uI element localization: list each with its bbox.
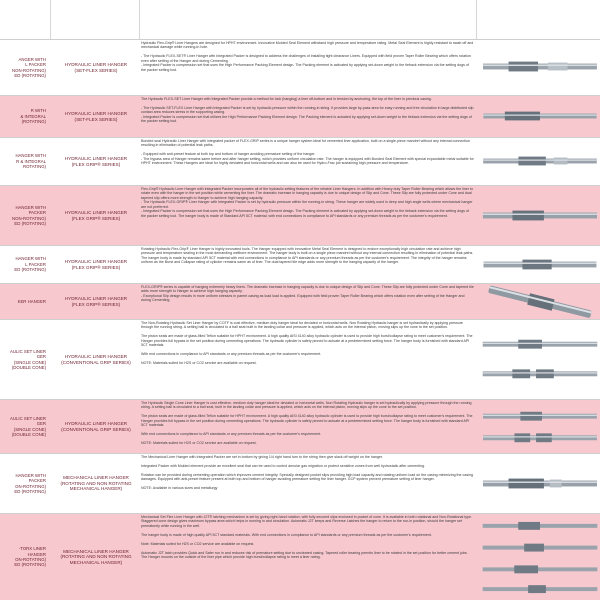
table-row [0,453,600,513]
product-type: HYDRAULIC LINER HANGER (FLEX GRIP® SERIES) [64,295,128,307]
liner-hanger-tool-icon [478,138,600,185]
product-name: HANGER WITH PACKER ON-ROTATING) ED (ROTATING) [14,472,46,494]
product-name: KER HANGER [17,298,46,304]
liner-hanger-tool-icon [478,284,600,319]
liner-hanger-tool-icon [478,454,600,513]
liner-hanger-tool-icon [478,40,600,95]
product-type: HYDRAULIC LINER HANGER (SET-FLEX SERIES) [64,110,128,122]
product-description: Bonded seal Hydraulic Liner Hanger with integrated packer of FLEX-GRIP series is a unique hanger system ideal for cemented liner application, built on a single-piece mandrel without any internal connection resulting in elimination of potential leak paths. - Equipped with anti-preset feature at both top and bottom of hanger avoiding premature setting of the hanger. - The bypass area of Hanger remains same before and after hanger setting, which provides uniform circulation rate. The hanger is equipped with Bonded Seal Element with special expandable metal suitable for HPHT environment. These Hangers are ideal for highly deviated and horizontal wells and can also be used for Hydro-Frac job sustaining high pressure and temperature. [141,139,474,166]
product-type: HYDRAULIC LINER HANGER (FLEX GRIP® SERIES) [64,258,128,270]
product-type: HYDRAULIC LINER HANGER (CONVENTIONAL GRIP SERIES) [61,353,131,365]
product-image [478,96,600,137]
liner-hanger-tool-icon [478,320,600,399]
table-row [0,39,600,95]
product-name: HANGER WITH R & INTEGRAL ROTATING) [15,153,46,170]
product-image [478,514,600,600]
table-row [0,283,600,319]
product-type: HYDRAULIC LINER HANGER (FLEX GRIP® SERIES) [64,155,128,167]
table-row [0,137,600,185]
product-description: The Mechanical Liner Hanger with Integrated Packer are set in bottom by giving 1/4 right hand turn to the string then give slack off weight on the hanger. Integrated Packer with Molded element provide an excellent seal that can be used to control annular gas migration or protect sensitive zones from well hydrostatic after cementing. Rotation can be provided during cementing operation which improves cement integrity. Specially designed pocket slips providing high load capacity and rotating uniform load on the casing minimizing the casing damages. Equipped with anti-preset feature present at both top and bottom of hanger avoiding premature setting the liner hanger. GCP system prevent premature setting of liner hanger. NOTE: Available in various sizes and metallurgy [141,455,473,491]
product-name: HANGER WITH PACKER NON-ROTATING) ED (ROTATING) [12,204,46,226]
product-name: ANGER WITH L PACKER NON-ROTATING) ED (ROTATING) [12,56,46,78]
table-row [0,95,600,137]
product-type: MECHANICAL LINER HANGER (ROTATING AND NON ROTATING MECHANICAL HANGER) [60,548,132,565]
product-name: AULIC SET LINER GER (SINGLE CONE) (DOUBLE CONE) [10,348,46,370]
product-image [478,400,600,453]
product-type: MECHANICAL LINER HANGER (ROTATING AND NON ROTATING MECHANICAL HANGER) [60,475,132,492]
product-name: -TORX LINER HANGER ON-ROTATING) ED (ROTATING) [14,546,46,568]
table-row [0,319,600,399]
liner-hanger-tool-icon [478,246,600,283]
product-image [478,40,600,95]
product-name: R WITH & INTEGRAL (ROTATING) [20,108,46,125]
product-description: The Hydraulic Single Cone Liner Hanger is cost effective, medium duty hanger ideal for deviated or horizontal wells. Non Rotating Hydraulic hanger is set hydraulically by applying pressure through the running string. A setting ball is circulated to a ball seat, built in the landing collar and pressure is applied, which acts on the internal piston, moving slips up the cone to the set position. The piston seals are made of glass-filled Teflon suitable for HPHT environment. A high quality AISI 4140 alloy hydraulic cylinder is used to provide high burst/collapse rating to meet customer's requirement. The Hanger provides full bypass in the set position during cementing operations. The hydraulic cylinder is safely pinned to actuate at a predetermined setting force. The hanger body is furnished with standard API 5CT materials. With end connections in compliance to API standards or any premium threads as per the customer's requirement. NOTE: Materials suited for H2S or CO2 service are available on request. [141,401,473,446]
product-image [478,284,600,319]
liner-hanger-tool-icon [478,514,600,600]
product-description: Rotating Hydraulic Flex-Grip® Liner Hanger is highly innovated tools. The Hanger equipped with innovative Metal Seal Element is designed to endure exceptionally high circulation rate and achieve high pressure and temperature sealing in the most demanding wellbore environment. The hanger body is built on a single piece mandrel without any internal connection resulting in elimination of potential leak paths. The hanger body is made by standard API 5CT material with end connections in compliance to API standards or any premium threads as per the customer's requirement. The integrity of the hanger remains uniform as the Burst and Collapse rating of cylinder remains same as of liner. The dual tapered tile edge adds more strength to the hanging capacity of the hanger. [141,247,474,265]
product-image [478,320,600,399]
product-description: The Non-Rotating Hydraulic Set Liner Hanger by COTF is cost effective, medium duty hanger ideal for deviated or horizontal wells. Non Rotating Hydraulic hanger is set hydraulically by applying pressure through the running string. A setting ball is circulated to a ball seat built in the landing collar and pressure is applied, which acts on the internal piston, moving slips up the cone to the set position. The piston seals are made of glass-filled Teflon suitable for HPHT environment. A high quality AISI 4140 alloy hydraulic cylinder is used to provide high burst/collapse rating to meet customer's requirement. The Hanger provides full bypass in the set position during cementing operations. The hydraulic cylinder is safely pinned to actuate at a predetermined setting force. The hanger body is furnished with standard API 5CT materials. With end connections in compliance to API standards or any premium threads as per the customer's requirement. NOTE: Materials suited for H2S or CO2 service are available on request. [141,321,473,366]
liner-hanger-tool-icon [478,96,600,137]
product-image [478,186,600,245]
product-name: AULIC SET LINER GER (SINGLE CONE) (DOUBLE CONE) [10,415,46,437]
table-row [0,513,600,600]
table-row [0,399,600,453]
product-name: HANGER WITH L PACKER ED (ROTATING) [14,256,46,273]
product-image [478,138,600,185]
table-row [0,185,600,245]
product-type: HYDRAULIC LINER HANGER (CONVENTIONAL GRIP SERIES) [61,420,131,432]
table-row [0,245,600,283]
product-type: HYDRAULIC LINER HANGER (FLEX GRIP® SERIES) [64,209,128,221]
product-description: The Hydraulic FLEX-SET Liner Hanger with Integrated Packer provide a method for lock (hanging) a liner off-bottom and in tension by anchoring, the top of the liner in previous casing. - The Hydraulic SET-FLEX Liner Hanger with Integrated Packer is set by hydraulic pressure within the running-in string. It provides large by-pass area for easy running and free circulation in large distributed slip contact area reduces stress in the supporting casing. - Integrated Packer is compression set that utilizes the High Performance Packing Element design. The Packing element is actuated by applying set-down weight to the tieback extension via the setting dogs of the packer setting tool. [141,97,474,124]
product-image [478,246,600,283]
product-type: HYDRAULIC LINER HANGER (SET-FLEX SERIES) [64,61,128,73]
liner-hanger-tool-icon [478,186,600,245]
product-description: Flex-Grip® Hydraulic Liner Hanger with Integrated Packer incorporates all of the hydraulic setting features of the reliable Liner Hangers. In addition with Heavy duty Taper Roller Bearing which allows the liner to rotate even with the hanger in the set position while cementing the liner. The dramatic increase in hanging capacity is due to unique design of Slip and Cone. These Slip are fully protected under Cone and dual tapered slip offers more strength to Hanger to achieve high hanging capacity. - The Hydraulic FLEX-GRIP® Liner Hanger with Integrated Packer is set by hydraulic pressure within the running-in string. These hanger are widely used in deep and high angle wells where mechanical hanger are not preferred. - Integrated Packer is compression set that uses the High Performance Packing Element design. The Packing element is activated by applying set-down weight to the tieback extension via the setting dogs of the packer setting tool. The hanger body is made of Standard API 5CT material, with end connections in compliance to API standards or any premium threads as per the customer's requirement. [141,187,473,218]
product-description: Mechanical Set Flex Liner Hanger with J2T® latching mechanism is set by giving right-hand rotation, with fully secured slips enclosed in pocket of cone. It is available in both rotational and Non-Rotational type. Staggered cone design gives maximum bypass area which helps in running in and circulation. Automatic J2T keeps and Reverse Latches the hanger to return to the run-in position, should the hanger set prematurely while running in the well. The hanger body is made of high quality API 5CT standard materials. With end connections in compliance to API standards or any premium threads as per the customer's requirement. Note: Materials suited for H2S or CO2 service are available on request. Automatic J2T latch provides Quick and Safer run in and reduces risk of premature setting due to uncleared casing. Tapered roller bearing permits liner to be rotated in the set position for better cement jobs. The Hanger mounts on the outside of the liner pipe which provide high burst/collapse rating to meet a liner rating. [141,515,473,560]
product-image [478,454,600,513]
product-description: Hydraulic Flex-Grip® Liner Hangers are designed for HPHT environment. Innovative Molded Seal Element withstand high pressure and temperature rating. Metal Seal Element is highly resistant to swab off and mechanical damage while running-in hole. - The Hydraulic FLEX-SET® Liner Hanger with Integrated Packer is designed to address the challenges of installing tight clearance Liners. Equipped with field proven Taper Roller Bearing which offers rotation even after setting of the Hanger and during Cementing. - Integrated Packer is compression set that uses the High Performance Packing Element design. The Packing element is activated by applying set-down weight to the tieback extension via the setting dogs of the packer setting tool. [141,41,474,72]
product-description: FLEX-GRIP® series is capable of hanging extremely heavy liners. The dramatic increase in hanging capacity is due to unique design of Slip and Cone. These Slip are fully protected under Cone and tapered tile adds more strength to Hanger to achieve high hanging capacity. - Exceptional Slip design results in more uniform stresses in parent casing as load load is applied. Equipped with field proven Taper Roller Bearing which offers rotation even after setting of the Hanger and during Cementing. [141,285,474,303]
liner-hanger-tool-icon [478,400,600,453]
